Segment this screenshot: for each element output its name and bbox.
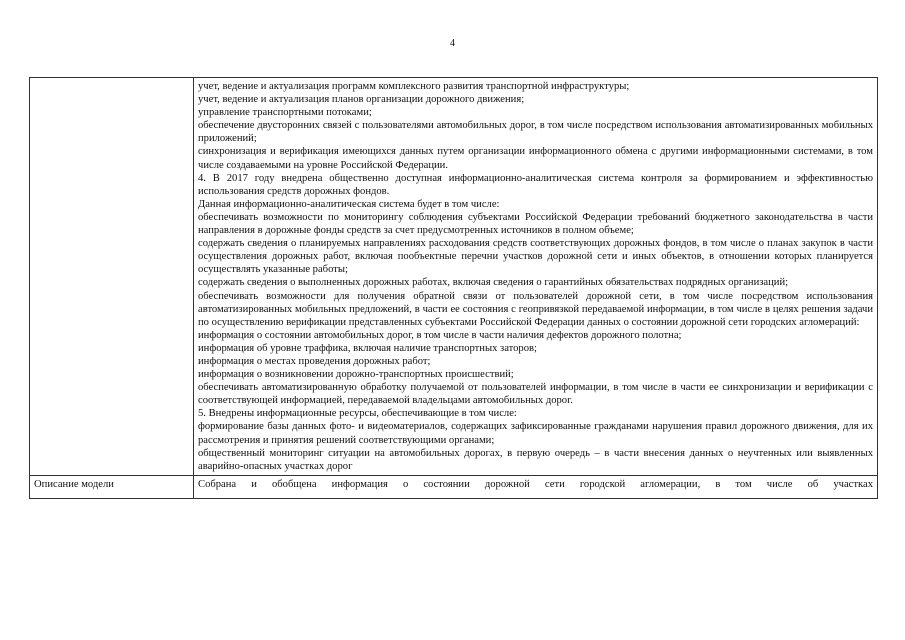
row-label-cell: Описание модели	[30, 475, 194, 498]
paragraph: обеспечивать возможности для получения обратной связи от пользователей дорожной сети, в том числе посредством использования автоматизированных мобильных предложений, в части ее состояния с геопривязкой передаваемой информации, в том числе в целях решения задачи по осуществлению верификации представленных субъектами Российской Федерации данных о состоянии дорожной сети городских агломераций:	[198, 290, 873, 328]
paragraph: содержать сведения о планируемых направлениях расходования средств соответствующих дорожных фондов, в том числе о планах закупок в части осуществления дорожных работ, включая пообъектные перечни участков дорожной сети и иных объектов, в отношении которых планируется осуществлять указанные работы;	[198, 238, 873, 276]
paragraph: информация о состоянии автомобильных дорог, в том числе в части наличия дефектов дорожного полотна;	[198, 329, 682, 341]
paragraph: управление транспортными потоками;	[198, 107, 372, 119]
page-number: 4	[450, 38, 455, 49]
paragraph: синхронизация и верификация имеющихся данных путем организации информационного обмена с другими информационными системами, в том числе создаваемыми на уровне Российской Федерации.	[198, 146, 873, 171]
row-content-cell: Собрана и обобщена информация о состоянии дорожной сети городской агломерации, в том числе об участках	[194, 475, 878, 498]
paragraph: информация о возникновении дорожно-транспортных происшествий;	[198, 369, 514, 381]
paragraph: учет, ведение и актуализация планов организации дорожного движения;	[198, 94, 525, 106]
document-table	[29, 77, 878, 499]
paragraph: обеспечение двусторонних связей с пользователями автомобильных дорог, в том числе посредством использования автоматизированных мобильных приложений;	[198, 120, 873, 145]
table-row	[30, 475, 878, 498]
paragraph: 5. Внедрены информационные ресурсы, обеспечивающие в том числе:	[198, 408, 517, 420]
row-content-cell	[194, 78, 878, 476]
paragraph: 4. В 2017 году внедрена общественно доступная информационно-аналитическая система контроля за формированием и эффективностью использования средств дорожных фондов.	[198, 172, 873, 197]
paragraph: информация о местах проведения дорожных работ;	[198, 355, 431, 367]
table-row	[30, 78, 878, 476]
paragraph: обеспечивать возможности по мониторингу соблюдения субъектами Российской Федерации требований бюджетного законодательства в части направления в дорожные фонды средств за счет предусмотренных источников в полном объеме;	[198, 211, 873, 237]
paragraph: учет, ведение и актуализация программ комплексного развития транспортной инфраструктуры;	[198, 81, 630, 92]
row-label-cell	[30, 78, 194, 476]
paragraph: обеспечивать автоматизированную обработку получаемой от пользователей информации, в том числе в части ее синхронизации и верификации с соответствующей информацией, передаваемой владельцами автомобильных дорог.	[198, 382, 873, 407]
paragraph: содержать сведения о выполненных дорожных работах, включая сведения о гарантийных обязательствах подрядных организаций;	[198, 277, 789, 289]
paragraph: информация об уровне траффика, включая наличие транспортных заторов;	[198, 342, 537, 354]
paragraph: формирование базы данных фото- и видеоматериалов, содержащих зафиксированные гражданами нарушения правил дорожного движения, для их рассмотрения и принятия решений соответствующими органами;	[198, 421, 873, 446]
paragraph: общественный мониторинг ситуации на автомобильных дорогах, в первую очередь – в части внесения данных о неучтенных или выявленных аварийно-опасных участках дорог	[198, 447, 873, 472]
paragraph: Данная информационно-аналитическая система будет в том числе:	[198, 198, 500, 210]
